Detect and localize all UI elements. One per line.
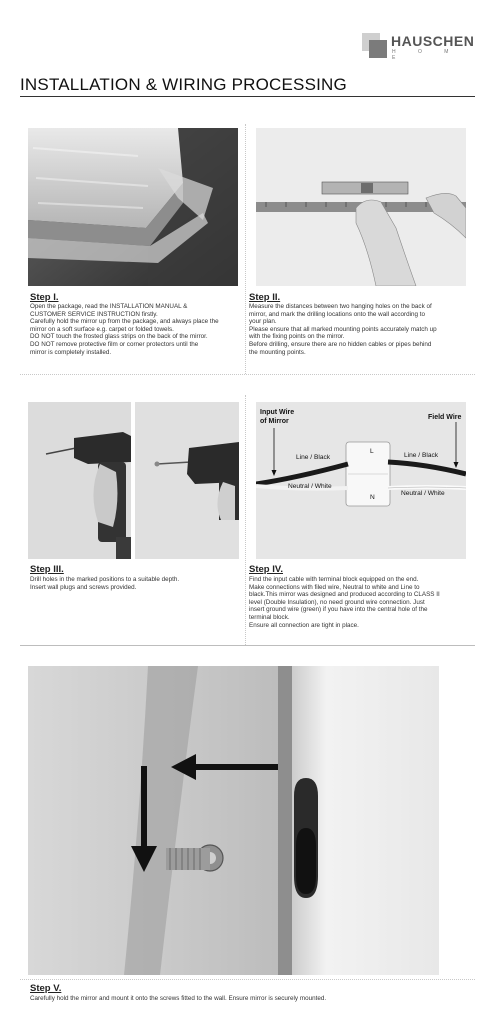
brand-logo [362,33,480,59]
label-field-wire: Field Wire [428,414,462,421]
terminal-n-mark: N [370,494,375,501]
step2-line: Before drilling, ensure there are no hidden cables or pipes behind [249,340,432,348]
brand-name: HAUSCHEN [391,33,475,49]
divider-horizontal-row1 [20,374,475,375]
step5-line: Carefully hold the mirror and mount it onto the screws fitted to the wall. Ensure mirror is securely mounted. [30,995,327,1002]
brand-subtitle: H O M E [392,49,459,61]
step2-line: with the fixing points on the mirror. [249,333,345,341]
step5-title: Step V. [30,983,62,994]
step4-line: Ensure all connection are tight in place. [249,621,359,629]
step4-title: Step IV. [249,564,283,575]
step1-line: Carefully hold the mirror up from the package, and always place the [30,318,219,326]
step4-line: terminal block. [249,613,290,621]
divider-vertical-row2 [245,395,246,645]
step4-line: Make connections with filed wire, Neutral to white and Line to [249,583,420,591]
step5-text [30,995,470,1003]
title-divider [20,96,475,97]
label-line-black-left: Line / Black [296,454,331,461]
step1-line: mirror is completely installed. [30,348,112,356]
divider-vertical-row1 [245,124,246,374]
step1-line: mirror on a soft surface e.g. carpet or folded towels. [30,325,174,333]
step4-line: level (Double Insulation), no need ground wire connection. Just [249,598,425,606]
label-neutral-white-right: Neutral / White [401,490,445,497]
step1-photo-mirror-package [28,128,238,286]
step4-text [249,576,471,629]
step2-line: your plan. [249,318,277,326]
step1-line: DO NOT touch the frosted glass strips on the back of the mirror. [30,333,208,341]
label-neutral-white-left: Neutral / White [288,483,332,490]
divider-horizontal-row3 [20,979,475,980]
step1-title: Step I. [30,292,59,303]
label-line-black-right: Line / Black [404,452,439,459]
step3-line: Drill holes in the marked positions to a suitable depth. [30,576,180,583]
step2-title: Step II. [249,292,281,303]
step2-line: Please ensure that all marked mounting points accurately match up [249,325,437,333]
logo-square-dark [369,40,387,58]
label-of-mirror: of Mirror [260,418,289,425]
step3-text [30,576,245,591]
step1-line: CUSTOMER SERVICE INSTRUCTION firstly. [30,310,158,318]
step4-line: Find the input cable with terminal block equipped on the end. [249,576,419,583]
step4-line: black.This mirror was designed and produced according to CLASS II [249,591,440,599]
step1-line: Open the package, read the INSTALLATION MANUAL & [30,303,188,310]
step3-photo-screw [135,402,239,559]
step2-line: Measure the distances between two hanging holes on the back of [249,303,432,310]
step5-photo-mounting [28,666,439,975]
label-input-wire: Input Wire [260,409,295,416]
page-title: INSTALLATION & WIRING PROCESSING [20,75,347,94]
step2-line: mirror, and mark the drilling locations onto the wall according to [249,310,426,318]
step4-line: insert ground wire (green) if you have into the central hole of the [249,606,428,614]
step3-photo-drilling [28,402,131,559]
step1-line: DO NOT remove protective film or corner protectors until the [30,340,199,348]
divider-horizontal-row2 [20,645,475,646]
step2-text [249,303,471,356]
step3-line: Insert wall plugs and screws provided. [30,583,137,591]
step1-text [30,303,245,356]
step2-line: the mounting points. [249,348,306,356]
step2-photo-measuring [256,128,466,286]
step3-title: Step III. [30,564,64,575]
step4-wiring-photo [256,402,466,559]
terminal-l-mark: L [370,448,374,455]
